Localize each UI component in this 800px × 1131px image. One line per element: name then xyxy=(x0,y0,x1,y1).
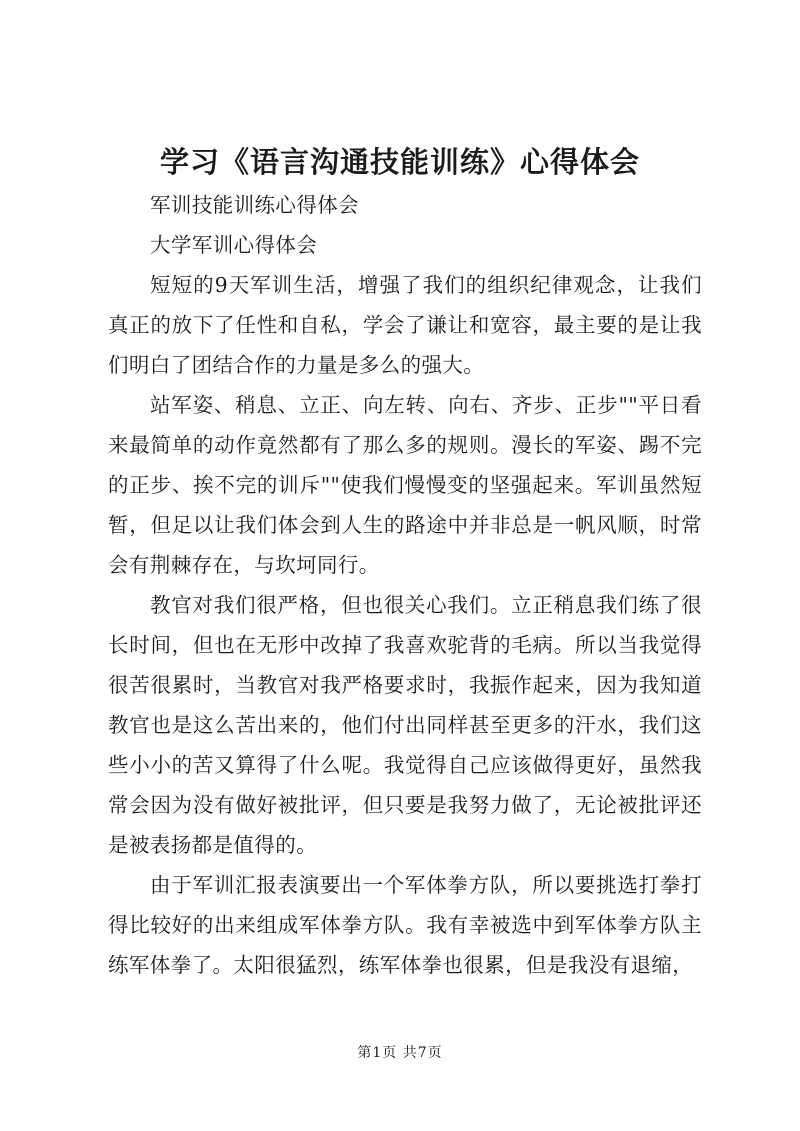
paragraph: 教官对我们很严格，但也很关心我们。立正稍息我们练了很长时间，但也在无形中改掉了我喜欢驼背的毛病。所以当我觉得很苦很累时，当教官对我严格要求时，我振作起来，因为我知道教官也是这么苦出来的，他们付出同样甚至更多的汗水，我们这些小小的苦又算得了什么呢。我觉得自己应该做得更好，虽然我常会因为没有做好被批评，但只要是我努力做了，无论被批评还是被表扬都是值得的。 xyxy=(108,593,702,857)
paragraph-subtitle-1: 军训技能训练心得体会 xyxy=(150,193,360,217)
page-footer: 第1页 共7页 xyxy=(357,1045,443,1061)
document-body xyxy=(108,185,702,985)
paragraph: 短短的9天军训生活，增强了我们的组织纪律观念，让我们真正的放下了任性和自私，学会了谦让和宽容，最主要的是让我们明白了团结合作的力量是多么的强大。 xyxy=(108,273,702,377)
paragraph-subtitle-2: 大学军训心得体会 xyxy=(150,233,318,257)
paragraph: 站军姿、稍息、立正、向左转、向右、齐步、正步""平日看来最简单的动作竟然都有了那么多的规则。漫长的军姿、踢不完的正步、挨不完的训斥""使我们慢慢变的坚强起来。军训虽然短暂，但足以让我们体会到人生的路途中并非总是一帆风顺，时常会有荆棘存在，与坎坷同行。 xyxy=(108,393,702,577)
page-title: 学习《语言沟通技能训练》心得体会 xyxy=(159,145,640,179)
paragraph: 由于军训汇报表演要出一个军体拳方队，所以要挑选打拳打得比较好的出来组成军体拳方队。我有幸被选中到军体拳方队主练军体拳了。太阳很猛烈，练军体拳也很累，但是我没有退缩， xyxy=(108,873,702,977)
